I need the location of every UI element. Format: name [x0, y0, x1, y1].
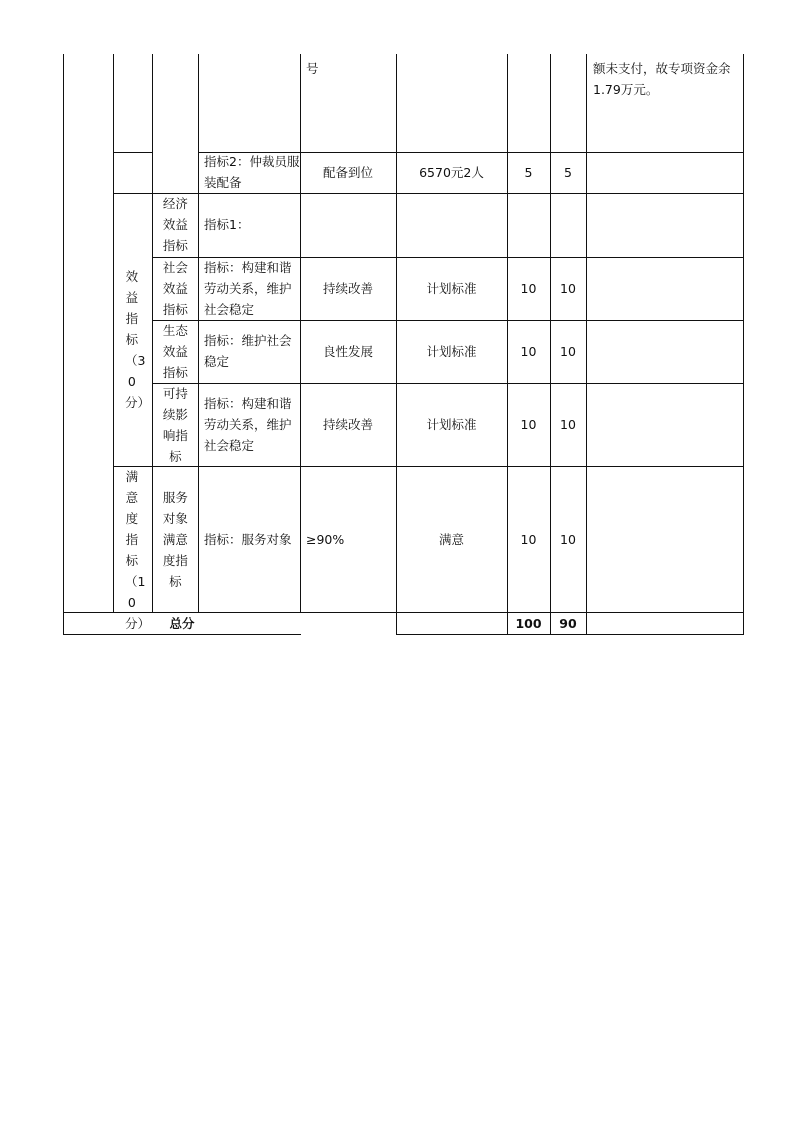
- grid-line: [743, 54, 744, 635]
- sub-indicator-label: 可持续影响指标: [162, 386, 188, 464]
- indicator-name: 指标：服务对象: [204, 532, 292, 547]
- actual-value: 6570元2人: [419, 165, 484, 180]
- grid-line: [113, 54, 114, 612]
- target-value: 良性发展: [322, 344, 373, 359]
- indicator-name: 指标1：: [204, 217, 250, 232]
- weight-value: 10: [520, 417, 537, 432]
- total-label: 总分: [169, 616, 195, 631]
- actual-value: 满意: [438, 532, 464, 547]
- remark-text: 额未支付，故专项资金余1.79万元。: [593, 61, 731, 97]
- score-value: 10: [560, 281, 576, 296]
- indicator-name: 指标：构建和谐劳动关系，维护社会稳定: [204, 260, 292, 317]
- weight-value: 10: [520, 532, 537, 547]
- target-value: 持续改善: [322, 417, 373, 432]
- grid-line: [152, 383, 744, 384]
- score-value: 10: [560, 344, 576, 359]
- score-value: 10: [560, 417, 576, 432]
- grid-line: [63, 634, 301, 635]
- grid-line: [63, 54, 64, 635]
- indicator-name: 指标2：仲裁员服装配备: [204, 154, 300, 190]
- total-weight: 100: [515, 616, 542, 631]
- score-value: 10: [560, 532, 576, 547]
- grid-line: [152, 54, 153, 612]
- grid-line: [198, 54, 199, 612]
- grid-line: [113, 193, 744, 194]
- weight-value: 5: [524, 165, 533, 180]
- actual-value: 计划标准: [426, 344, 477, 359]
- actual-value: 计划标准: [426, 417, 477, 432]
- indicator-name: 指标：维护社会稳定: [204, 333, 292, 369]
- actual-value: 计划标准: [426, 281, 477, 296]
- sub-indicator-label: 服务对象满意度指标: [162, 490, 188, 589]
- grid-line: [113, 152, 152, 153]
- total-score: 90: [559, 616, 577, 631]
- group-label-benefit: 效益指标（30分）: [125, 269, 151, 410]
- group-label-satisfaction: 满意度指标（10分）: [125, 469, 151, 631]
- grid-line: [152, 320, 744, 321]
- weight-value: 10: [520, 281, 537, 296]
- sub-indicator-label: 经济效益指标: [162, 196, 188, 253]
- target-value: 配备到位: [322, 165, 373, 180]
- target-value: ≥90%: [306, 532, 345, 547]
- continued-cell-text: 号: [306, 61, 319, 76]
- score-value: 5: [564, 165, 572, 180]
- grid-line: [113, 466, 744, 467]
- grid-line: [586, 54, 587, 635]
- grid-line: [300, 54, 301, 612]
- sub-indicator-label: 生态效益指标: [162, 323, 188, 380]
- sub-indicator-label: 社会效益指标: [162, 260, 188, 317]
- grid-line: [396, 634, 744, 635]
- target-value: 持续改善: [322, 281, 373, 296]
- weight-value: 10: [520, 344, 537, 359]
- indicator-name: 指标：构建和谐劳动关系，维护社会稳定: [204, 396, 292, 453]
